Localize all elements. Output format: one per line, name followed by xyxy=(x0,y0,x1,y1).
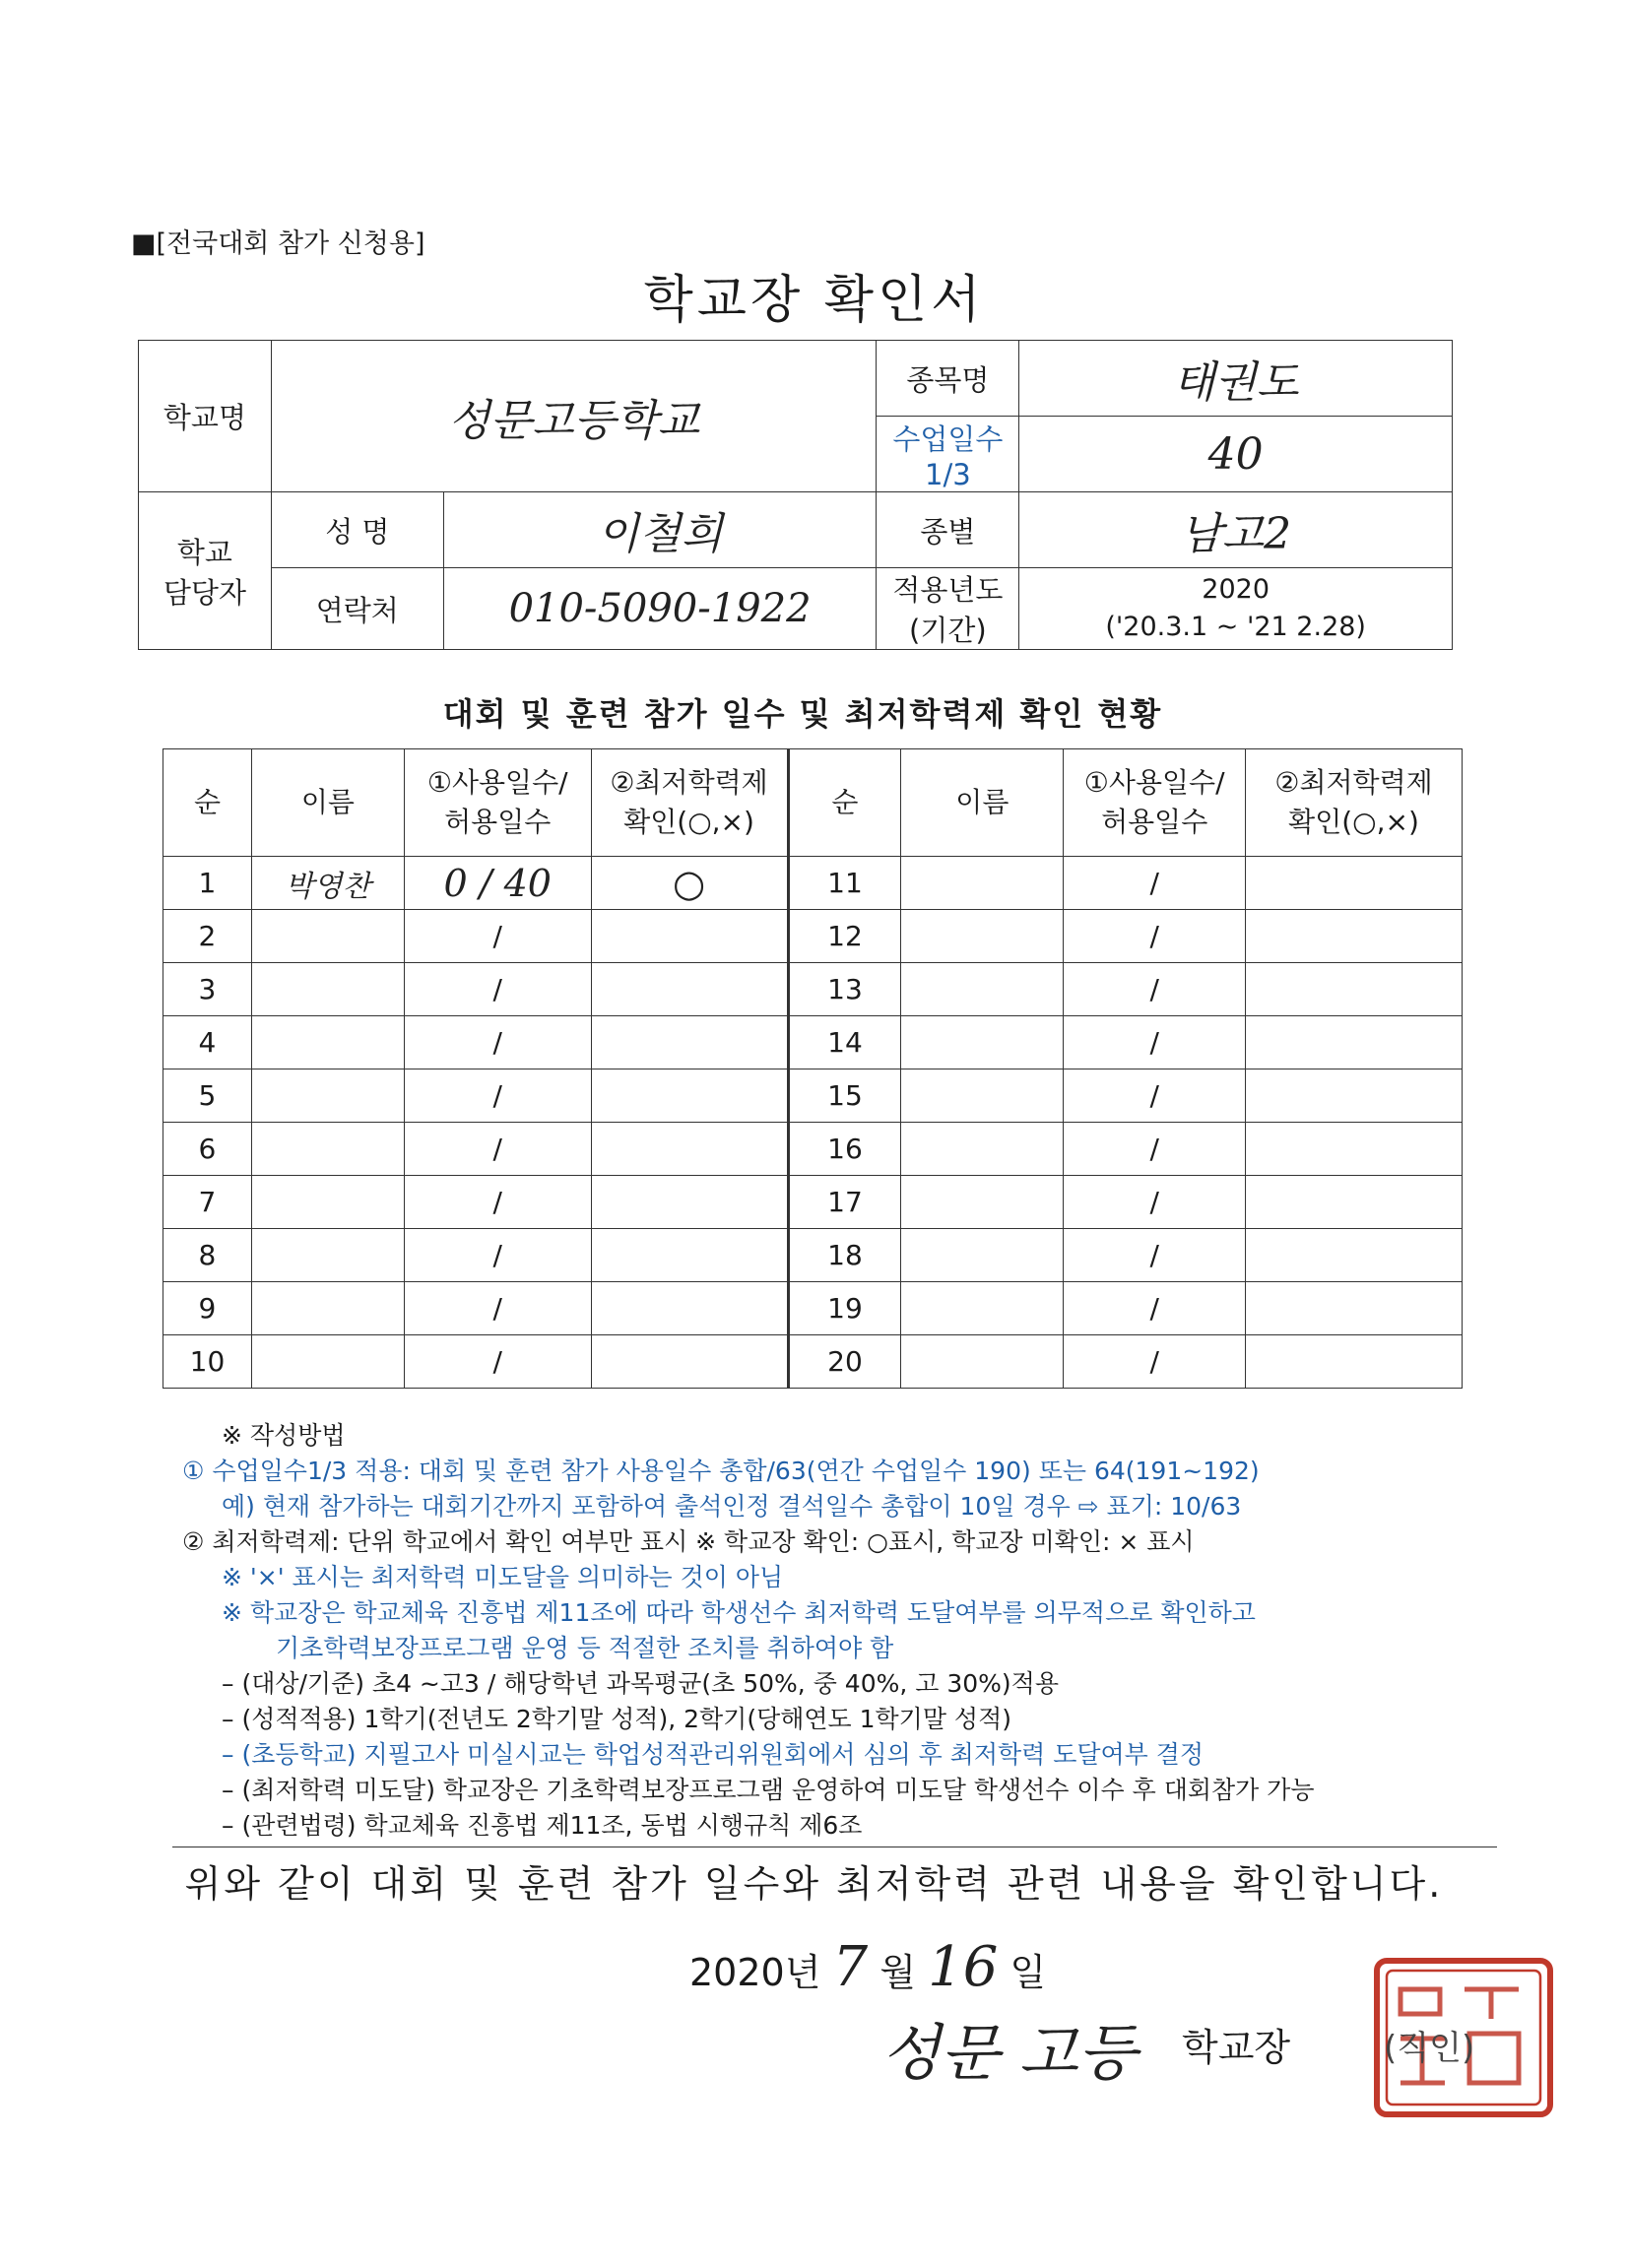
row-days: / xyxy=(404,1016,591,1069)
table-row xyxy=(163,1176,1463,1229)
row-check xyxy=(1246,1123,1463,1176)
header-min xyxy=(1246,749,1463,857)
info-table xyxy=(138,340,1453,650)
row-check xyxy=(591,1282,788,1335)
row-name xyxy=(901,1069,1064,1123)
contact-label xyxy=(139,492,272,650)
class-days-label xyxy=(877,417,1019,492)
row-days: / xyxy=(1064,1069,1246,1123)
row-days: / xyxy=(1064,963,1246,1016)
row-days: / xyxy=(404,1123,591,1176)
row-days: 0 / 40 xyxy=(404,857,591,910)
seal-label: (직인) xyxy=(1384,2029,1475,2068)
issue-date xyxy=(689,1935,1046,1999)
row-no: 9 xyxy=(163,1282,252,1335)
row-check xyxy=(1246,1069,1463,1123)
note-2b: ※ '×' 표시는 최저학력 미도달을 의미하는 것이 아님 xyxy=(222,1563,784,1591)
row-name xyxy=(901,1123,1064,1176)
table-row xyxy=(163,1282,1463,1335)
header-no: 순 xyxy=(788,749,901,857)
detail-5: – (관련법령) 학교체육 진흥법 제11조, 동법 시행규칙 제6조 xyxy=(222,1811,863,1840)
row-days: / xyxy=(404,1069,591,1123)
confirm-statement: 위와 같이 대회 및 훈련 참가 일수와 최저학력 관련 내용을 확인합니다. xyxy=(184,1862,1444,1906)
row-name xyxy=(251,1069,404,1123)
phone-value: 010-5090-1922 xyxy=(443,568,877,650)
row-days: / xyxy=(1064,1016,1246,1069)
row-name xyxy=(901,1229,1064,1282)
row-no: 19 xyxy=(788,1282,901,1335)
row-check xyxy=(591,1016,788,1069)
row-no: 8 xyxy=(163,1229,252,1282)
row-check xyxy=(1246,857,1463,910)
row-name xyxy=(901,1176,1064,1229)
header-name: 이름 xyxy=(251,749,404,857)
row-no: 5 xyxy=(163,1069,252,1123)
notes-heading: ※ 작성방법 xyxy=(222,1421,346,1450)
row-days: / xyxy=(404,1229,591,1282)
row-days: / xyxy=(1064,910,1246,963)
contact-label-line1: 학교 xyxy=(176,535,232,569)
row-name xyxy=(251,1282,404,1335)
header-no: 순 xyxy=(163,749,252,857)
row-no: 2 xyxy=(163,910,252,963)
row-days: / xyxy=(404,963,591,1016)
detail-2: – (성적적용) 1학기(전년도 2학기말 성적), 2학기(당해연도 1학기말 성적) xyxy=(222,1705,1011,1733)
row-name xyxy=(901,963,1064,1016)
year-value-cell xyxy=(1019,568,1453,650)
header-name: 이름 xyxy=(901,749,1064,857)
row-check xyxy=(1246,910,1463,963)
row-check xyxy=(1246,1335,1463,1389)
date-month: 7 xyxy=(832,1935,869,1999)
row-no: 7 xyxy=(163,1176,252,1229)
table-row xyxy=(163,1335,1463,1389)
table-row xyxy=(163,963,1463,1016)
row-check xyxy=(1246,1176,1463,1229)
year-label xyxy=(877,568,1019,650)
row-no: 16 xyxy=(788,1123,901,1176)
row-check xyxy=(591,1069,788,1123)
row-name xyxy=(251,963,404,1016)
header-days xyxy=(404,749,591,857)
row-days: / xyxy=(1064,857,1246,910)
date-year: 2020년 xyxy=(689,1951,821,1994)
row-no: 3 xyxy=(163,963,252,1016)
row-check xyxy=(591,1176,788,1229)
period-value: ('20.3.1 ~ '21 2.28) xyxy=(1105,612,1366,642)
date-day-unit: 일 xyxy=(1009,1951,1047,1994)
row-name xyxy=(901,1016,1064,1069)
row-days: / xyxy=(1064,1282,1246,1335)
row-name xyxy=(251,1016,404,1069)
sport-label: 종목명 xyxy=(877,341,1019,417)
detail-1: – (대상/기준) 초4 ~고3 / 해당학년 과목평균(초 50%, 중 40%, 고 30%)적용 xyxy=(222,1669,1059,1698)
table-row xyxy=(163,1069,1463,1123)
school-label: 학교명 xyxy=(139,341,272,492)
row-check xyxy=(1246,1016,1463,1069)
row-no: 20 xyxy=(788,1335,901,1389)
row-name xyxy=(901,1282,1064,1335)
row-no: 12 xyxy=(788,910,901,963)
row-check: ○ xyxy=(591,857,788,910)
row-days: / xyxy=(1064,1335,1246,1389)
row-check xyxy=(591,963,788,1016)
date-month-unit: 월 xyxy=(879,1951,916,1994)
roster-title: 대회 및 훈련 참가 일수 및 최저학력제 확인 현황 xyxy=(442,695,1163,733)
table-row xyxy=(163,910,1463,963)
name-label: 성 명 xyxy=(271,492,443,568)
header-min-line1: ②최저학력제 xyxy=(610,766,768,799)
header-min xyxy=(591,749,788,857)
row-days: / xyxy=(404,910,591,963)
table-row xyxy=(163,1016,1463,1069)
row-name xyxy=(251,1176,404,1229)
row-name: 박영찬 xyxy=(251,857,404,910)
row-days: / xyxy=(1064,1176,1246,1229)
row-no: 18 xyxy=(788,1229,901,1282)
detail-4: – (최저학력 미도달) 학교장은 기초학력보장프로그램 운영하여 미도달 학생선수 이수 후 대회참가 가능 xyxy=(222,1776,1315,1804)
year-value: 2020 xyxy=(1202,574,1270,605)
header-days-line2: 허용일수 xyxy=(1101,806,1208,838)
header-days xyxy=(1064,749,1246,857)
row-check xyxy=(1246,963,1463,1016)
table-row xyxy=(163,857,1463,910)
instructions xyxy=(182,1418,1502,1844)
header-min-line1: ②최저학력제 xyxy=(1274,766,1433,799)
class-days-value: 40 xyxy=(1019,417,1453,492)
school-value: 성문고등학교 xyxy=(271,341,877,492)
row-no: 4 xyxy=(163,1016,252,1069)
note-2c: ※ 학교장은 학교체육 진흥법 제11조에 따라 학생선수 최저학력 도달여부를 의무적으로 확인하고 xyxy=(222,1598,1256,1627)
row-no: 17 xyxy=(788,1176,901,1229)
row-days: / xyxy=(404,1176,591,1229)
row-no: 13 xyxy=(788,963,901,1016)
roster-table xyxy=(163,748,1463,1389)
class-days-label-line2: 1/3 xyxy=(925,457,971,491)
row-days: / xyxy=(404,1282,591,1335)
principal-title: 학교장 xyxy=(1182,2026,1291,2069)
page-title: 학교장 확인서 xyxy=(643,271,985,330)
row-name xyxy=(901,910,1064,963)
detail-3: – (초등학교) 지필고사 미실시교는 학업성적관리위원회에서 심의 후 최저학력 도달여부 결정 xyxy=(222,1740,1205,1769)
row-no: 1 xyxy=(163,857,252,910)
year-label-line2: (기간) xyxy=(909,614,987,647)
row-no: 14 xyxy=(788,1016,901,1069)
form-tag: ■[전국대회 참가 신청용] xyxy=(131,228,425,259)
header-min-line2: 확인(○,×) xyxy=(1288,806,1419,838)
class-days-label-line1: 수업일수 xyxy=(892,421,1004,456)
school-signature: 성문 고등 xyxy=(881,2017,1138,2089)
row-name xyxy=(901,1335,1064,1389)
category-label: 종별 xyxy=(877,492,1019,568)
name-value: 이철희 xyxy=(443,492,877,568)
phone-label: 연락처 xyxy=(271,568,443,650)
note-1b: 예) 현재 참가하는 대회기간까지 포함하여 출석인정 결석일수 총합이 10일 경우 ⇨ 표기: 10/63 xyxy=(222,1492,1242,1521)
row-days: / xyxy=(1064,1123,1246,1176)
row-no: 6 xyxy=(163,1123,252,1176)
header-days-line2: 허용일수 xyxy=(444,806,552,838)
sport-value: 태권도 xyxy=(1019,341,1453,417)
header-days-line1: ①사용일수/ xyxy=(426,766,568,799)
date-day: 16 xyxy=(928,1935,999,1999)
table-row xyxy=(163,1229,1463,1282)
note-2a: ② 최저학력제: 단위 학교에서 확인 여부만 표시 ※ 학교장 확인: ○표시, 학교장 미확인: × 표시 xyxy=(182,1527,1195,1556)
row-check xyxy=(1246,1282,1463,1335)
row-days: / xyxy=(1064,1229,1246,1282)
row-no: 10 xyxy=(163,1335,252,1389)
row-no: 15 xyxy=(788,1069,901,1123)
row-check xyxy=(591,1229,788,1282)
row-check xyxy=(1246,1229,1463,1282)
row-no: 11 xyxy=(788,857,901,910)
header-days-line1: ①사용일수/ xyxy=(1083,766,1225,799)
header-min-line2: 확인(○,×) xyxy=(623,806,754,838)
row-name xyxy=(901,857,1064,910)
contact-label-line2: 담당자 xyxy=(163,575,246,610)
row-name xyxy=(251,1229,404,1282)
table-row xyxy=(163,1123,1463,1176)
row-name xyxy=(251,1335,404,1389)
note-2d: 기초학력보장프로그램 운영 등 적절한 조치를 취하여야 함 xyxy=(276,1634,894,1662)
note-1a: ① 수업일수1/3 적용: 대회 및 훈련 참가 사용일수 총합/63(연간 수업일수 190) 또는 64(191~192) xyxy=(182,1457,1260,1485)
row-check xyxy=(591,1123,788,1176)
row-name xyxy=(251,1123,404,1176)
year-label-line1: 적용년도 xyxy=(892,573,1004,607)
row-check xyxy=(591,910,788,963)
row-name xyxy=(251,910,404,963)
row-days: / xyxy=(404,1335,591,1389)
roster-header-row xyxy=(163,749,1463,857)
row-check xyxy=(591,1335,788,1389)
category-value: 남고2 xyxy=(1019,492,1453,568)
